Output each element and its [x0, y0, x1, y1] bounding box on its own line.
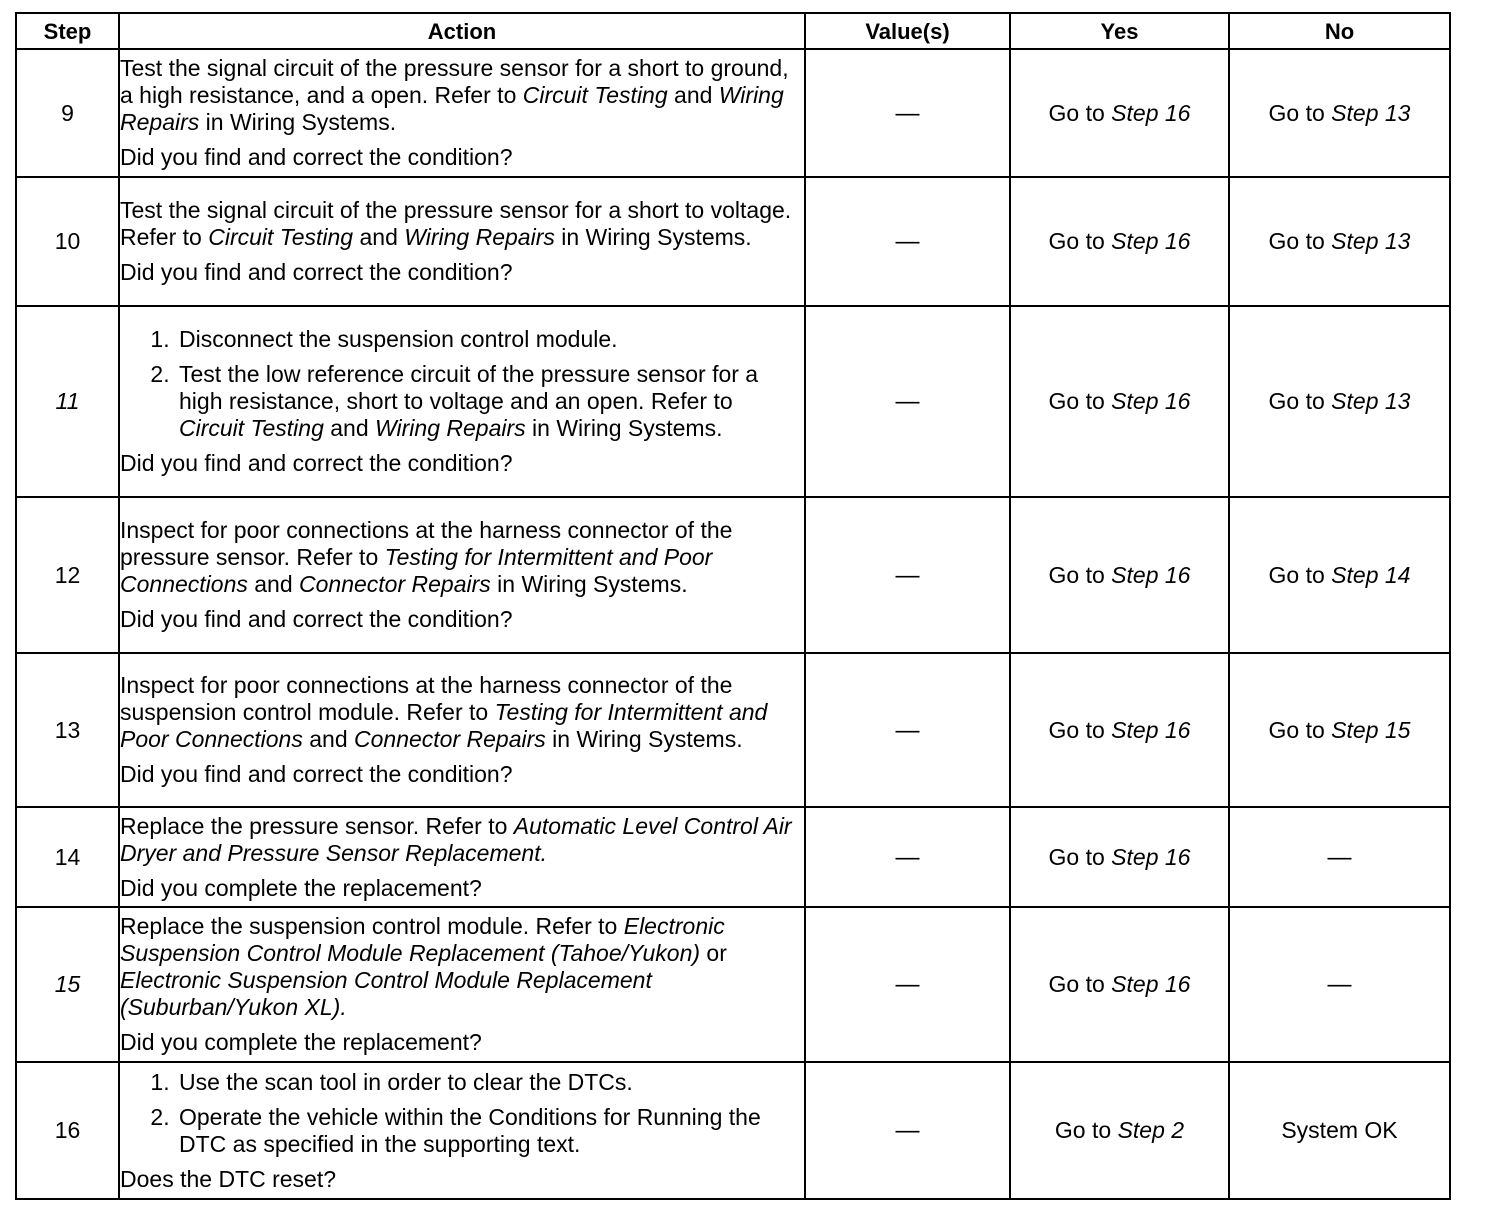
- action-cell: [119, 653, 805, 807]
- no-cell: Go to Step 13: [1229, 306, 1450, 497]
- action-list: [120, 1069, 804, 1158]
- table-row: [16, 49, 1450, 177]
- action-cell: [119, 497, 805, 653]
- action-text: Inspect for poor connections at the harness connector of the suspension control module. Refer to Testing for Intermittent and Poor Connections and Connector Repairs in Wiring Systems.: [120, 672, 768, 752]
- action-text: Replace the pressure sensor. Refer to Automatic Level Control Air Dryer and Pressure Sensor Replacement.: [120, 812, 792, 866]
- yes-cell: Go to Step 16: [1010, 497, 1229, 653]
- yes-cell: Go to Step 16: [1010, 653, 1229, 807]
- no-cell: Go to Step 13: [1229, 177, 1450, 306]
- no-cell: Go to Step 14: [1229, 497, 1450, 653]
- list-item: 2. Test the low reference circuit of the pressure sensor for a high resistance, short to voltage and an open. Refer to Circuit Testing and Wiring Repairs in Wiring Systems.: [176, 361, 804, 442]
- action-cell: [119, 1062, 805, 1199]
- action-question: Did you find and correct the condition?: [120, 450, 513, 476]
- table-row: [16, 907, 1450, 1062]
- yes-cell: Go to Step 16: [1010, 907, 1229, 1062]
- header-yes: Yes: [1010, 13, 1229, 49]
- value-cell: —: [805, 907, 1010, 1062]
- action-question: Did you find and correct the condition?: [120, 606, 513, 632]
- value-cell: —: [805, 306, 1010, 497]
- yes-cell: Go to Step 16: [1010, 807, 1229, 907]
- header-step: Step: [16, 13, 119, 49]
- action-text: Test the signal circuit of the pressure sensor for a short to voltage. Refer to Circuit Testing and Wiring Repairs in Wiring Systems.: [120, 197, 792, 250]
- value-cell: —: [805, 653, 1010, 807]
- action-question: Did you find and correct the condition?: [120, 144, 513, 170]
- value-cell: —: [805, 49, 1010, 177]
- action-text: Test the signal circuit of the pressure sensor for a short to ground, a high resistance, and a open. Refer to Circuit Testing and Wiring Repairs in Wiring Systems.: [120, 55, 789, 135]
- yes-cell: Go to Step 16: [1010, 306, 1229, 497]
- action-list: [120, 326, 804, 442]
- list-item: 2. Operate the vehicle within the Conditions for Running the DTC as specified in the supporting text.: [176, 1104, 804, 1158]
- no-cell: Go to Step 13: [1229, 49, 1450, 177]
- value-cell: —: [805, 177, 1010, 306]
- action-question: Does the DTC reset?: [120, 1165, 337, 1192]
- yes-cell: Go to Step 16: [1010, 49, 1229, 177]
- action-cell: [119, 907, 805, 1062]
- value-cell: —: [805, 1062, 1010, 1199]
- action-question: Did you complete the replacement?: [120, 874, 482, 901]
- table-row: [16, 807, 1450, 907]
- table-row: [16, 497, 1450, 653]
- step-number: 13: [16, 653, 119, 807]
- header-no: No: [1229, 13, 1450, 49]
- header-row: [16, 13, 1450, 49]
- action-question: Did you find and correct the condition?: [120, 259, 513, 285]
- no-cell: —: [1229, 907, 1450, 1062]
- no-cell: —: [1229, 807, 1450, 907]
- step-number: 10: [16, 177, 119, 306]
- no-cell: Go to Step 15: [1229, 653, 1450, 807]
- action-text: Inspect for poor connections at the harness connector of the pressure sensor. Refer to Testing for Intermittent and Poor Connections and Connector Repairs in Wiring Systems.: [120, 517, 733, 597]
- action-question: Did you find and correct the condition?: [120, 761, 513, 787]
- step-number: 16: [16, 1062, 119, 1199]
- yes-cell: Go to Step 16: [1010, 177, 1229, 306]
- diagnostic-table: [15, 12, 1451, 1200]
- action-cell: [119, 807, 805, 907]
- action-text: Replace the suspension control module. Refer to Electronic Suspension Control Module Replacement (Tahoe/Yukon) or Electronic Suspension Control Module Replacement (Suburban/Yukon XL).: [120, 913, 727, 1020]
- value-cell: —: [805, 807, 1010, 907]
- action-cell: [119, 49, 805, 177]
- yes-cell: Go to Step 2: [1010, 1062, 1229, 1199]
- step-number: 15: [16, 907, 119, 1062]
- list-item: 1. Use the scan tool in order to clear the DTCs.: [176, 1069, 804, 1096]
- table-row: [16, 306, 1450, 497]
- step-number: 14: [16, 807, 119, 907]
- list-item: 1. Disconnect the suspension control module.: [176, 326, 804, 353]
- value-cell: —: [805, 497, 1010, 653]
- table-row: [16, 653, 1450, 807]
- table-row: [16, 177, 1450, 306]
- action-cell: [119, 306, 805, 497]
- step-number: 9: [16, 49, 119, 177]
- step-number: 12: [16, 497, 119, 653]
- step-number: 11: [16, 306, 119, 497]
- action-question: Did you complete the replacement?: [120, 1029, 482, 1055]
- header-values: Value(s): [805, 13, 1010, 49]
- table-row: [16, 1062, 1450, 1199]
- no-cell: System OK: [1229, 1062, 1450, 1199]
- action-cell: [119, 177, 805, 306]
- header-action: Action: [119, 13, 805, 49]
